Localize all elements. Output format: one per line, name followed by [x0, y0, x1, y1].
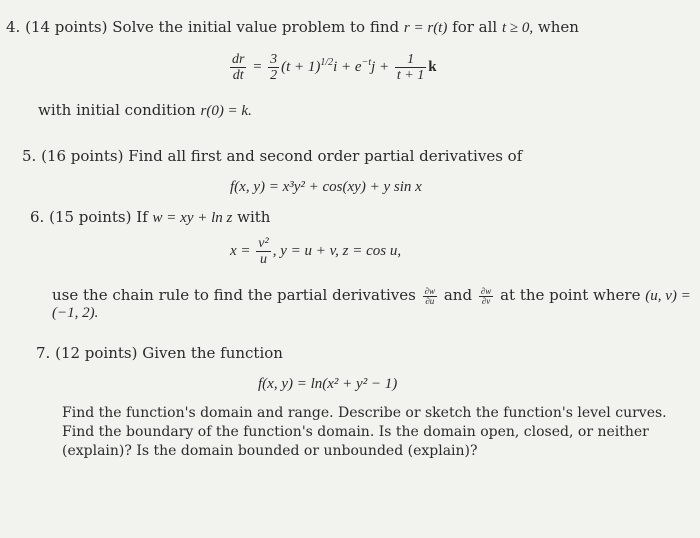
problem-4-equation: $\frac{dr}{dt}$ = $\frac{3}{2}$ $(t + 1)^{1/2}i + e^{-t}j$ + $\frac{1}{t + 1}$ k: [232, 52, 437, 83]
problem-4-r-def: r = r(t): [403, 20, 448, 36]
problem-5-text: Find all first and second order partial derivatives of: [128, 147, 523, 165]
problem-4-condition: with initial condition r(0) = k.: [38, 101, 252, 119]
three-halves-fraction: $\frac{3}{2}$: [270, 52, 278, 83]
problem-4-when: when: [537, 18, 579, 36]
problem-7-formula: f(x, y) = ln(x² + y² − 1): [258, 376, 398, 392]
dw-dv-fraction: $\frac{\partial w}{\partial v}$: [480, 285, 492, 306]
problem-4-intro: Solve the initial value problem to find: [112, 18, 400, 36]
problem-6-point: (−1, 2).: [52, 305, 99, 321]
one-over-t-plus-1-fraction: $\frac{1}{t + 1}$: [396, 52, 425, 83]
problem-6-points: (15 points): [49, 208, 132, 226]
problem-7-line-2: Find the boundary of the function's domain. Is the domain open, closed, or neither: [62, 424, 649, 440]
problem-5-formula: f(x, y) = x³y² + cos(xy) + y sin x: [230, 179, 422, 195]
problem-6-number: 6.: [30, 208, 45, 226]
problem-6-line-2: use the chain rule to find the partial derivatives $\frac{\partial w}{\partial u}$ and $\frac{\partial w}{\partial v}$ at the point where (u, v) =: [52, 285, 691, 306]
problem-7-header: [36, 344, 283, 362]
dr-dt-fraction: $\frac{dr}{dt}$: [232, 52, 245, 83]
problem-4-header: [6, 18, 579, 37]
problem-5-header: [22, 147, 522, 165]
problem-7-points: (12 points): [55, 344, 138, 362]
dw-du-fraction: $\frac{\partial w}{\partial u}$: [424, 285, 436, 306]
problem-7-line-1: Find the function's domain and range. Describe or sketch the function's level curves.: [62, 405, 667, 421]
problem-5-points: (16 points): [41, 147, 124, 165]
problem-4-points: (14 points): [25, 18, 108, 36]
problem-5-number: 5.: [22, 147, 37, 165]
problem-7-number: 7.: [36, 344, 51, 362]
problem-4-number: 4.: [6, 18, 21, 36]
v-squared-over-u-fraction: $\frac{\text{v²}}{u}$: [258, 236, 269, 267]
problem-6-header: 6. (15 points) If w = xy + ln z with: [30, 208, 271, 226]
problem-7-text: Given the function: [142, 344, 283, 362]
problem-4-for-all: for all: [452, 18, 498, 36]
problem-6-substitutions: x = $\frac{\text{v²}}{u}$ , y = u + v, z = cos u,: [230, 236, 402, 267]
problem-6-w-def: w = xy + ln z: [152, 210, 233, 226]
problem-7-body: [62, 404, 667, 461]
problem-7-line-3: (explain)? Is the domain bounded or unbounded (explain)?: [62, 443, 478, 459]
problem-4-t-cond: t ≥ 0,: [501, 20, 534, 36]
